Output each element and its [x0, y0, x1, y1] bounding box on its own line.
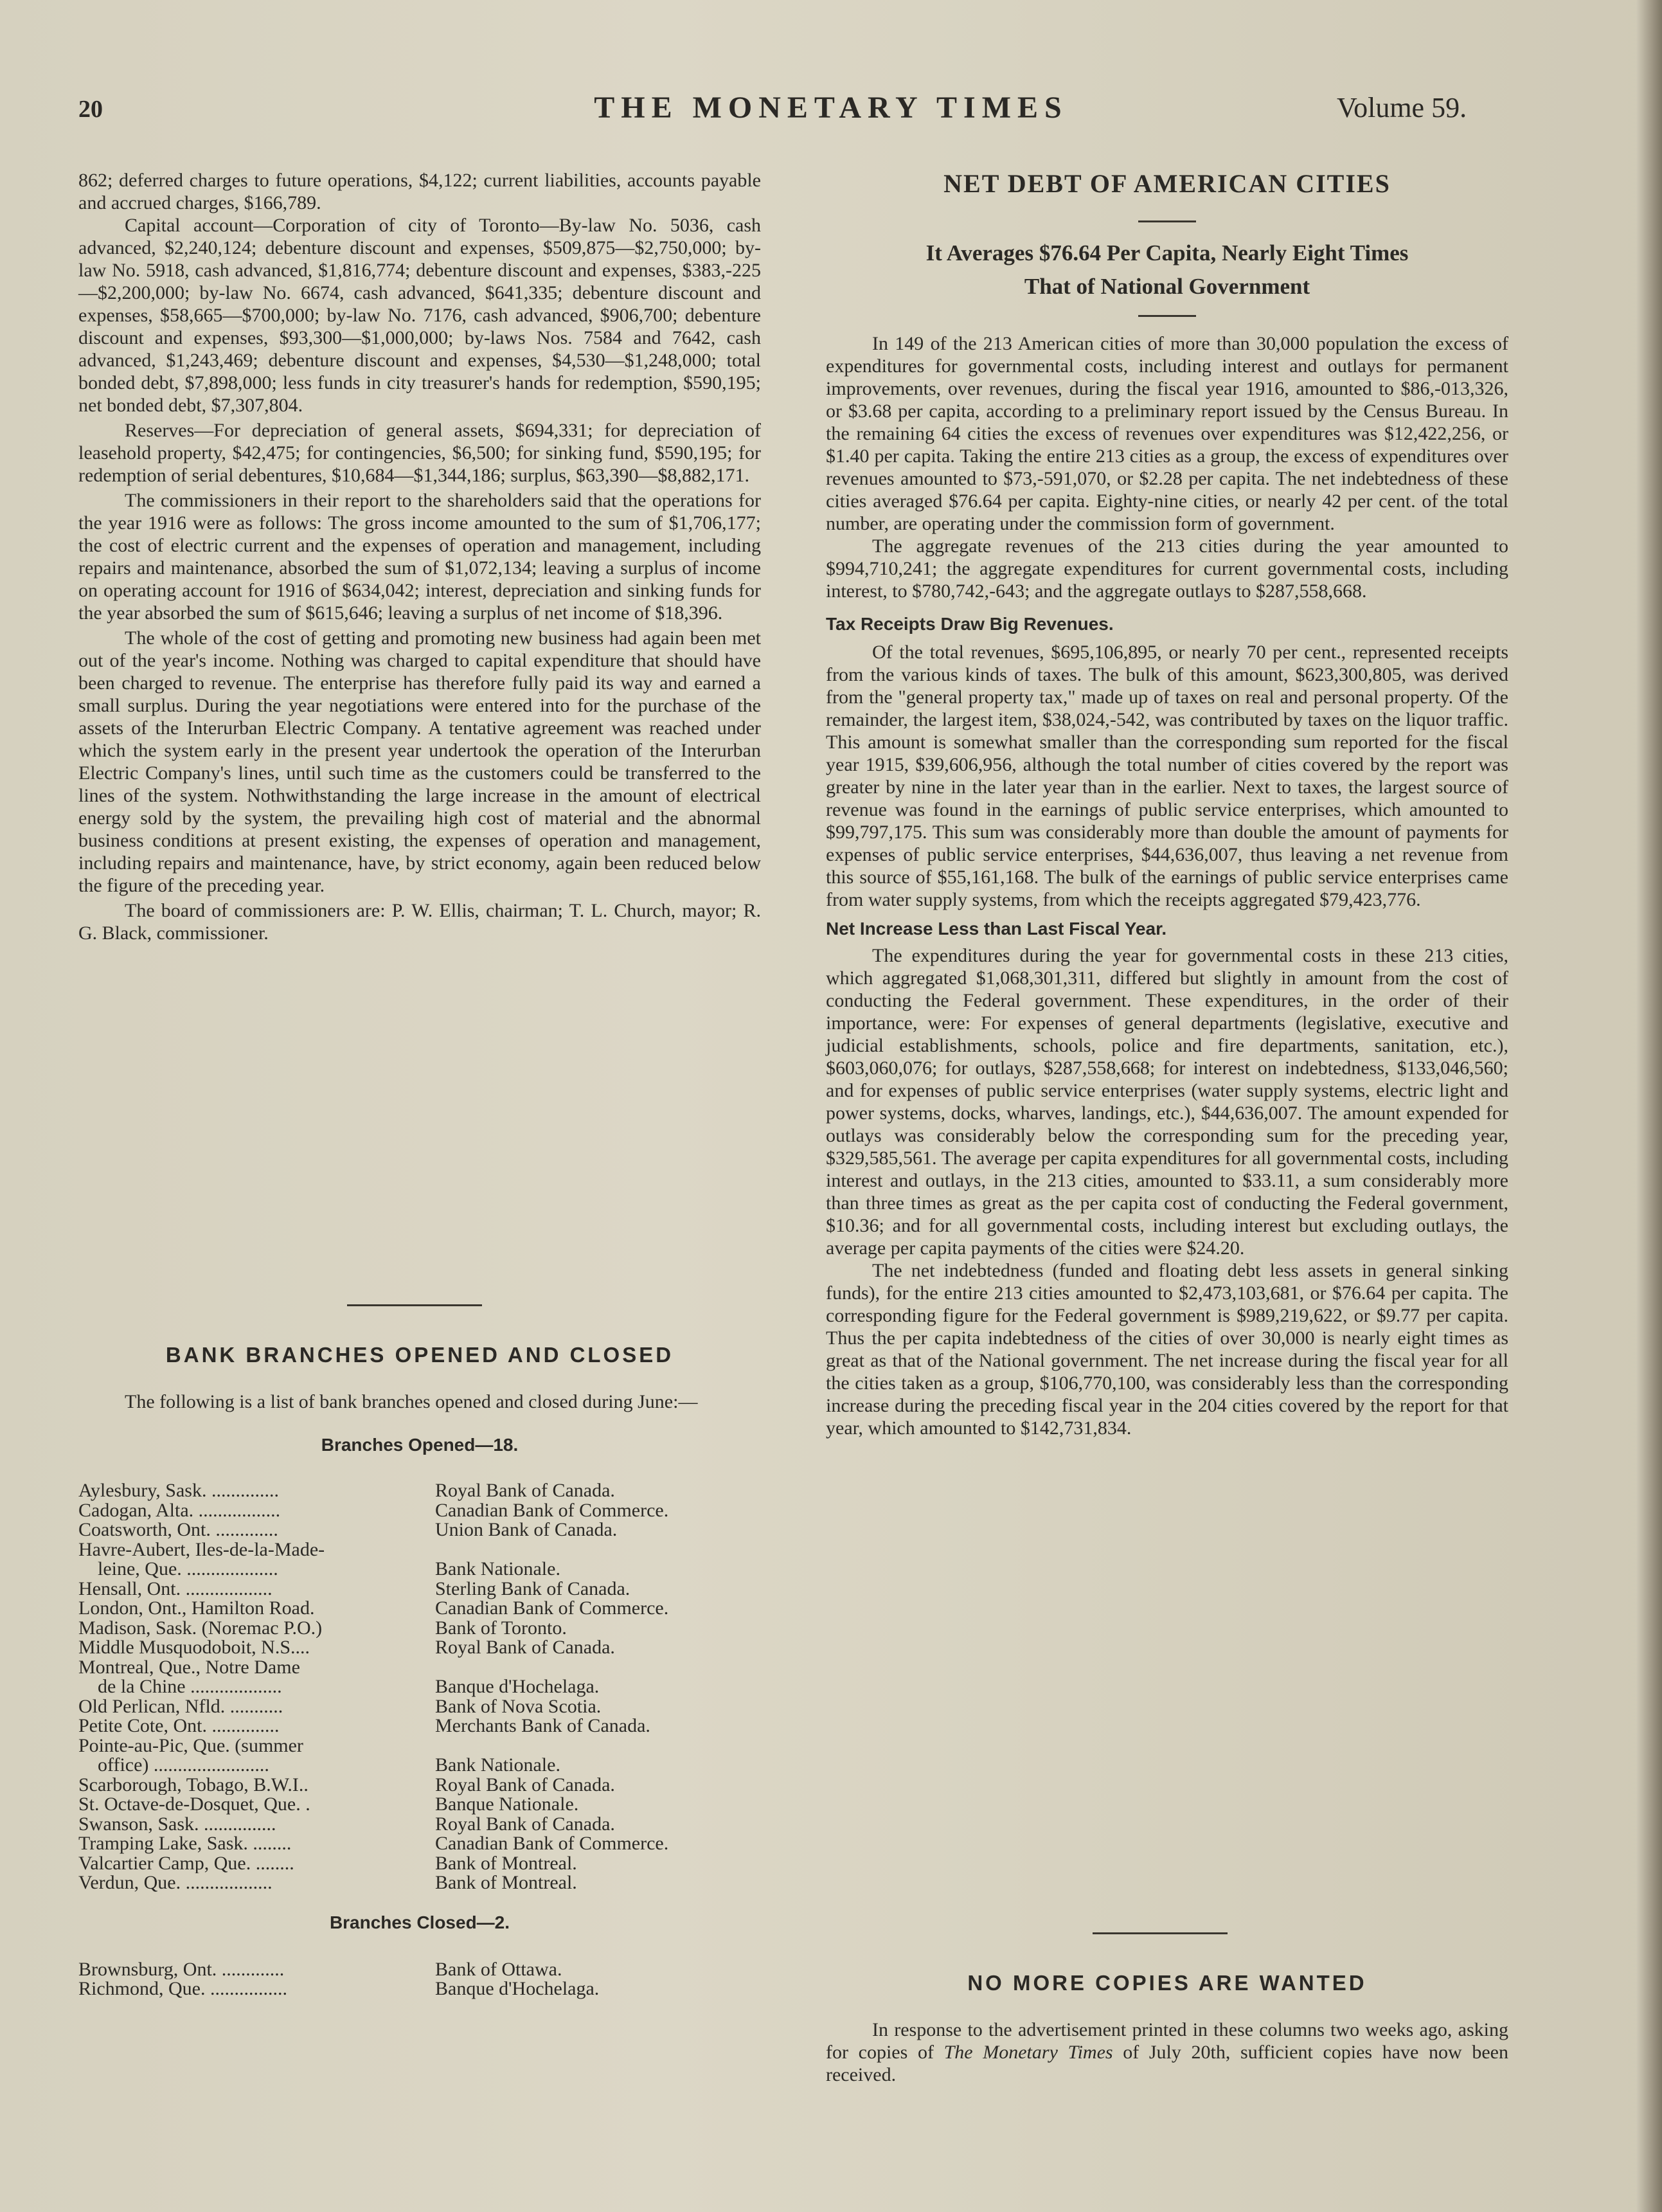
divider — [1138, 315, 1196, 317]
branch-bank: Royal Bank of Canada. — [435, 1774, 615, 1795]
list-item — [78, 1481, 761, 1501]
branch-bank: Canadian Bank of Commerce. — [435, 1499, 669, 1521]
branch-bank: Royal Bank of Canada. — [435, 1813, 615, 1835]
branch-bank: Merchants Bank of Canada. — [435, 1715, 650, 1736]
list-item — [78, 1979, 761, 1999]
branch-place: Verdun, Que. .................. — [78, 1873, 273, 1893]
branch-place: Petite Cote, Ont. .............. — [78, 1716, 280, 1736]
article-body — [826, 332, 1508, 1439]
divider — [347, 1304, 482, 1306]
list-item — [78, 1854, 761, 1874]
notice-paragraph — [826, 2019, 1508, 2086]
list-item — [78, 1873, 761, 1893]
branch-place: Valcartier Camp, Que. ........ — [78, 1853, 294, 1873]
branch-place: Old Perlican, Nfld. ........... — [78, 1696, 283, 1716]
divider — [1138, 220, 1196, 222]
masthead-title: THE MONETARY TIMES — [594, 91, 1068, 125]
branch-place: Coatsworth, Ont. ............. — [78, 1520, 278, 1540]
branch-bank — [435, 1736, 761, 1756]
branch-place: Tramping Lake, Sask. ........ — [78, 1834, 292, 1854]
page-edge-shadow — [1636, 0, 1662, 2212]
publication-title: The Monetary Times — [943, 2042, 1113, 2063]
article-headline: NET DEBT OF AMERICAN CITIES — [943, 169, 1391, 198]
branch-place: de la Chine ................... — [78, 1677, 282, 1697]
list-item — [78, 1795, 761, 1815]
branch-place: Middle Musquodoboit, N.S.... — [78, 1638, 310, 1658]
section-subheading: Net Increase Less than Last Fiscal Year. — [826, 919, 1167, 939]
branch-place: Havre-Aubert, Iles-de-la-Made- — [78, 1540, 325, 1560]
list-item — [78, 1815, 761, 1835]
list-item — [78, 1501, 761, 1521]
branch-place: leine, Que. ................... — [78, 1560, 278, 1579]
list-item — [78, 1834, 761, 1854]
branch-place: Aylesbury, Sask. .............. — [78, 1481, 279, 1501]
divider — [1093, 1932, 1228, 1934]
branch-bank: Banque d'Hochelaga. — [435, 1676, 600, 1697]
branch-place: Hensall, Ont. .................. — [78, 1579, 273, 1599]
opened-heading: Branches Opened—18. — [321, 1435, 519, 1455]
right-column — [826, 168, 1508, 1439]
branch-bank: Banque Nationale. — [435, 1794, 579, 1815]
paragraph: The board of commissioners are: P. W. Ellis, chairman; T. L. Church, mayor; R. G. Black, commissioner. — [78, 900, 761, 944]
bank-branches-section — [78, 1343, 761, 1999]
notice-text: In response to the advertisement printed in these columns two weeks ago, asking for copies of — [826, 2019, 1508, 2063]
branch-place: Scarborough, Tobago, B.W.I.. — [78, 1775, 308, 1795]
branch-place: Pointe-au-Pic, Que. (summer — [78, 1736, 303, 1756]
paragraph: Of the total revenues, $695,106,895, or nearly 70 per cent., represented receipts from the various kinds of taxes. The bulk of this amount, $623,300,805, was derived from the "general property tax," made up of taxes on real and personal property. Of the remainder, the largest item, $38,024,-542, was contributed by taxes on the liquor traffic. This amount is somewhat smaller than the corresponding sum reported for the fiscal year 1915, $39,606,956, although the total number of cities covered by the report was greater by nine in the later year than in the earlier. Next to taxes, the largest source of revenue was found in the earnings of public service enterprises, which amounted to $99,797,175. This sum was considerably more than double the amount of payments for expenses of public service enterprises, $44,636,007, thus leaving a net revenue from this source of $55,161,168. The bulk of the earnings of public service enterprises came from water supply systems, from which the receipts aggregated $79,423,776. — [826, 642, 1508, 910]
branch-bank — [435, 1540, 761, 1560]
branch-bank: Canadian Bank of Commerce. — [435, 1833, 669, 1854]
paragraph: The commissioners in their report to the shareholders said that the operations for the year 1916 were as follows: The gross income amounted to the sum of $1,706,177; the cost of electric current and the expenses of operation and management, including repairs and maintenance, absorbed the sum of $1,072,134; leaving a surplus of income on operating account for 1916 of $634,042; interest, depreciation and sinking funds for the year absorbed the sum of $615,646; leaving a surplus of net income of $18,396. — [78, 490, 761, 624]
paragraph: In 149 of the 213 American cities of more than 30,000 population the excess of expenditures for governmental costs, including interest and outlays for permanent improvements, over revenues, during the fiscal year 1916, amounted to $86,-013,326, or $3.68 per capita, according to a preliminary report issued by the Census Bureau. In the remaining 64 cities the excess of revenues over expenditures was $12,422,256, or $1.40 per capita. Taking the entire 213 cities as a group, the excess of expenditures over revenues amounted to $73,-591,070, or $2.28 per capita. The net indebtedness of these cities averaged $76.64 per capita. Eighty-nine cities, or nearly 42 per cent. of the total number, are operating under the commission form of government. — [826, 333, 1508, 534]
notice-section — [826, 1971, 1508, 2086]
list-item — [78, 1638, 761, 1658]
paragraph: 862; deferred charges to future operations, $4,122; current liabilities, accounts payable and accrued charges, $166,789. — [78, 170, 761, 213]
branch-bank: Bank of Montreal. — [435, 1872, 577, 1893]
opened-list — [78, 1481, 761, 1893]
branch-bank — [435, 1658, 761, 1678]
closed-heading: Branches Closed—2. — [329, 1912, 510, 1932]
branch-bank: Bank of Toronto. — [435, 1617, 567, 1639]
list-item — [78, 1520, 761, 1540]
branch-place: office) ........................ — [78, 1756, 269, 1776]
left-column — [78, 169, 761, 944]
volume-label: Volume 59. — [1337, 92, 1467, 123]
branch-place: Montreal, Que., Notre Dame — [78, 1657, 300, 1677]
branch-place: Cadogan, Alta. ................. — [78, 1500, 281, 1520]
deck-line: That of National Government — [1024, 274, 1310, 299]
branch-bank: Royal Bank of Canada. — [435, 1637, 615, 1658]
paragraph: The whole of the cost of getting and promoting new business had again been met out of the year's income. Nothing was charged to capital expenditure that should have been charged to revenue. The enterprise has therefore fully paid its way and earned a small surplus. During the year negotiations were entered into for the purchase of the assets of the Interurban Electric Company. A tentative agreement was reached under which the system early in the present year undertook the operation of the Interurban Electric Company's lines, until such time as the customers could be transferred to the lines of the system. Nothwithstanding the large increase in the amount of electrical energy sold by the system, the prevailing high cost of material and the abnormal business conditions at present existing, the expenses of operation and management, including repairs and maintenance, have, by strict economy, again been reduced below the figure of the preceding year. — [78, 627, 761, 896]
branch-place: Madison, Sask. (Noremac P.O.) — [78, 1618, 323, 1638]
paragraph: The expenditures during the year for governmental costs in these 213 cities, which aggregated $1,068,301,311, differed but slightly in amount from the cost of conducting the Federal government. These expenditures, in the order of their importance, were: For expenses of general departments (legislative, executive and judicial establishments, schools, police and fire departments, sanitation, etc.), $603,060,076; for outlays, $287,558,668; for interest on indebtedness, $133,046,560; and for expenses of public service enterprises (water supply systems, electric light and power systems, docks, wharves, landings, etc.), $44,636,007. The amount expended for outlays was considerably below the corresponding sum for the preceding year, $329,585,561. The average per capita expenditures for all governmental costs, including interest and outlays, in the 213 cities, amounted to $33.11, a sum considerably more than three times as great as the per capita cost of conducting the Federal government, $10.36; and for all governmental costs, including interest but excluding outlays, the average per capita payments of the cities were $24.20. — [826, 945, 1508, 1259]
article-deck — [826, 237, 1508, 303]
list-item — [78, 1540, 761, 1560]
branch-bank: Union Bank of Canada. — [435, 1519, 618, 1540]
branch-place: St. Octave-de-Dosquet, Que. . — [78, 1795, 310, 1815]
list-item — [78, 1677, 761, 1697]
list-item — [78, 1658, 761, 1678]
intro-paragraph: The following is a list of bank branches opened and closed during June:— — [125, 1391, 698, 1412]
branch-bank: Bank Nationale. — [435, 1558, 560, 1579]
list-item — [78, 1776, 761, 1795]
branch-bank: Sterling Bank of Canada. — [435, 1578, 630, 1599]
section-subheading: Tax Receipts Draw Big Revenues. — [826, 614, 1114, 634]
branch-bank: Bank of Nova Scotia. — [435, 1695, 602, 1717]
deck-line: It Averages $76.64 Per Capita, Nearly Eight Times — [925, 240, 1409, 265]
notice-text: of July 20th, sufficient copies have now been received. — [826, 2042, 1508, 2085]
paragraph: Reserves—For depreciation of general assets, $694,331; for depreciation of leasehold property, $42,475; for contingencies, $6,500; for sinking fund, $590,195; for redemption of serial debentures, $10,684—$1,344,186; surplus, $63,390—$8,882,171. — [78, 420, 761, 486]
list-item — [78, 1599, 761, 1619]
branch-place: Swanson, Sask. ............... — [78, 1814, 276, 1834]
closed-list — [78, 1960, 761, 1999]
branch-bank: Bank of Ottawa. — [435, 1958, 562, 1980]
section-heading: BANK BRANCHES OPENED AND CLOSED — [165, 1343, 674, 1367]
notice-heading: NO MORE COPIES ARE WANTED — [967, 1971, 1367, 1995]
branch-bank: Bank of Montreal. — [435, 1852, 577, 1874]
branch-bank: Royal Bank of Canada. — [435, 1480, 615, 1501]
paragraph: Capital account—Corporation of city of Toronto—By-law No. 5036, cash advanced, $2,240,124; debenture discount and expenses, $509,875—$2,750,000; by-law No. 5918, cash advanced, $1,816,774; debenture discount and expenses, $383,-225—$2,200,000; by-law No. 6674, cash advanced, $641,335; debenture discount and expenses, $58,665—$700,000; by-law No. 7176, cash advanced, $906,700; debenture discount and expenses, $93,300—$1,000,000; by-laws Nos. 7584 and 7642, cash advanced, $1,243,469; debenture discount and expenses, $4,530—$1,248,000; total bonded debt, $7,898,000; less funds in city treasurer's hands for redemption, $590,195; net bonded debt, $7,307,804. — [78, 215, 761, 416]
branch-place: Brownsburg, Ont. ............. — [78, 1959, 285, 1979]
list-item — [78, 1756, 761, 1776]
paragraph: The net indebtedness (funded and floating debt less assets in general sinking funds), for the entire 213 cities amounted to $2,473,103,681, or $76.64 per capita. The corresponding figure for the Federal government is $989,219,622, or $9.77 per capita. Thus the per capita indebtedness of the cities of over 30,000 is nearly eight times as great as that of the National government. The net increase during the fiscal year for all the cities taken as a group, $106,770,100, was considerably less than the corresponding increase during the preceding fiscal year in the 204 cities covered by the report for that year, which amounted to $142,731,834. — [826, 1260, 1508, 1439]
page-number: 20 — [78, 96, 103, 123]
branch-place: London, Ont., Hamilton Road. — [78, 1599, 315, 1619]
list-item — [78, 1619, 761, 1639]
paragraph: The aggregate revenues of the 213 cities during the year amounted to $994,710,241; the aggregate expenditures for current governmental costs, including interest, to $780,742,-643; and the aggregate outlays to $287,558,668. — [826, 535, 1508, 602]
list-item — [78, 1960, 761, 1980]
branch-bank: Bank Nationale. — [435, 1754, 560, 1776]
list-item — [78, 1560, 761, 1579]
branch-bank: Canadian Bank of Commerce. — [435, 1597, 669, 1619]
list-item — [78, 1697, 761, 1717]
branch-place: Richmond, Que. ................ — [78, 1979, 287, 1999]
branch-bank: Banque d'Hochelaga. — [435, 1978, 600, 1999]
list-item — [78, 1579, 761, 1599]
list-item — [78, 1736, 761, 1756]
list-item — [78, 1716, 761, 1736]
